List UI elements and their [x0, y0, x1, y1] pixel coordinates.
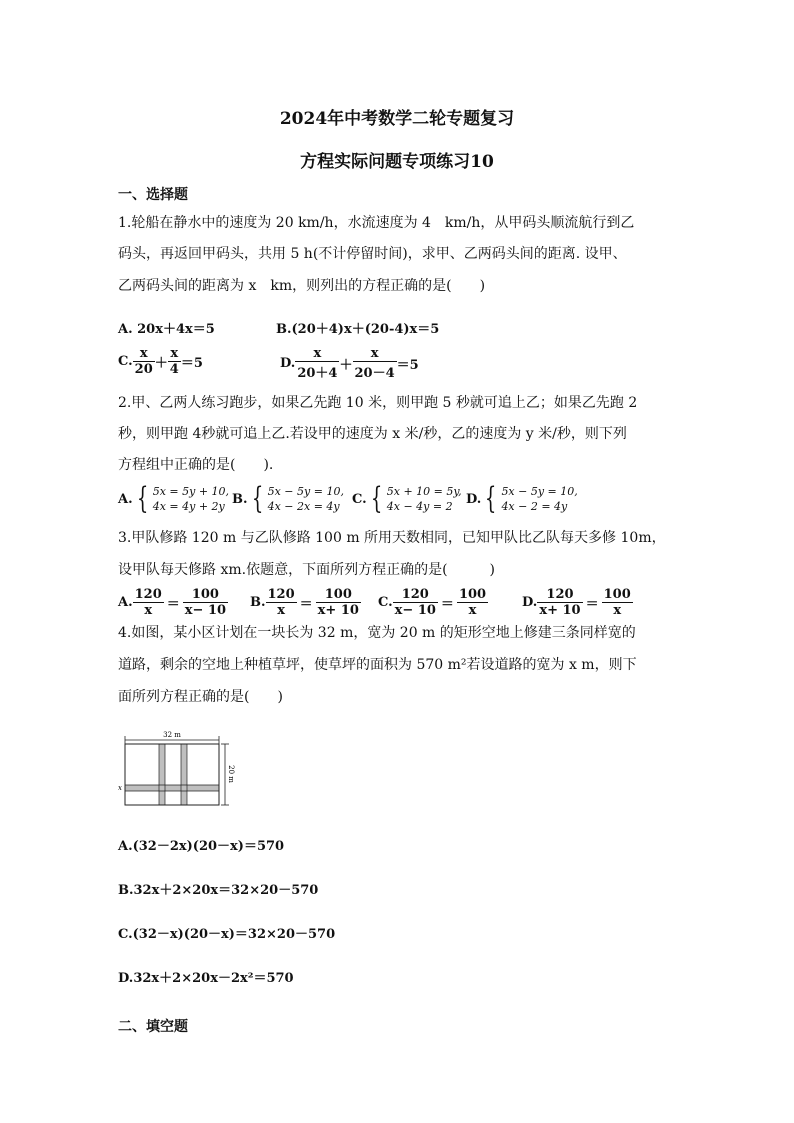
brace-icon: {	[136, 481, 148, 516]
q2-option-c-label: C.	[352, 491, 367, 507]
numerator: x	[170, 346, 179, 361]
q3-option-d[interactable]	[522, 587, 633, 618]
q4-line-2: 道路，剩余的空地上种植草坪，使草坪的面积为 570 m²若设道路的宽为 x m，则下	[118, 657, 637, 673]
denominator: x	[266, 602, 297, 618]
fraction	[295, 346, 339, 381]
denominator: x+ 10	[539, 603, 581, 618]
fraction	[168, 346, 181, 377]
q2-line-1: 2.甲、乙两人练习跑步，如果乙先跑 10 米，则甲跑 5 秒就可追上乙；如果乙先跑 2	[118, 395, 638, 411]
q3-option-c[interactable]	[378, 587, 488, 618]
numerator: 120	[401, 587, 429, 602]
q1-option-c[interactable]	[118, 346, 203, 377]
road-diagram	[116, 728, 240, 812]
equals: ＝	[299, 597, 313, 612]
q3-option-b-label: B.	[250, 595, 266, 610]
q2-option-b[interactable]	[232, 481, 344, 516]
field-rectangle	[125, 744, 219, 805]
q4-option-b[interactable]: B.32x＋2×20x＝32×20－570	[118, 883, 319, 898]
q2-line-3: 方程组中正确的是( ).	[118, 457, 274, 473]
numerator: x	[313, 346, 322, 361]
q2-option-c[interactable]	[352, 481, 462, 516]
q1-option-a[interactable]: A. 20x＋4x＝5	[118, 322, 215, 337]
denominator: 20＋4	[295, 361, 339, 381]
system-line: 4x − 2x = 4y	[267, 500, 340, 513]
operator: ＋	[339, 358, 353, 373]
vertical-road	[181, 744, 187, 805]
system-line: 4x = 4y + 2y	[152, 500, 225, 513]
numerator: 100	[458, 587, 487, 602]
vertical-road	[159, 744, 165, 805]
height-label: 20 m	[227, 765, 235, 783]
q2-option-d[interactable]	[466, 481, 578, 516]
fraction	[602, 587, 633, 618]
numerator: 100	[603, 587, 631, 602]
fraction	[537, 587, 582, 618]
q3-option-c-label: C.	[378, 595, 393, 610]
q3-option-a[interactable]	[118, 587, 228, 618]
brace-icon: {	[251, 481, 263, 516]
fraction	[457, 587, 488, 618]
road-width-label: x	[118, 784, 122, 792]
q4-option-c[interactable]: C.(32－x)(20－x)＝32×20－570	[118, 927, 336, 942]
q4-option-a[interactable]: A.(32－2x)(20－x)＝570	[118, 839, 285, 854]
denominator: 4	[169, 362, 179, 377]
equals: ＝5	[396, 358, 419, 373]
denominator: x+ 10	[317, 603, 359, 618]
page-title: 2024年中考数学二轮专题复习	[279, 109, 515, 129]
system-line: 5x − 5y = 10,	[501, 485, 578, 498]
horizontal-road	[125, 785, 219, 791]
q3-option-b[interactable]	[250, 587, 361, 618]
q1-option-d[interactable]	[280, 346, 419, 381]
q1-option-d-label: D.	[280, 356, 296, 371]
denominator: 20	[134, 362, 153, 377]
width-label: 32 m	[163, 731, 181, 739]
equation-system	[133, 481, 230, 516]
q2-option-d-label: D.	[466, 491, 482, 507]
q1-option-b[interactable]: B.(20＋4)x＋(20-4)x＝5	[276, 322, 440, 337]
equals: ＝5	[180, 356, 203, 371]
q4-line-3: 面所列方程正确的是( )	[118, 689, 283, 705]
numerator: x	[370, 346, 379, 361]
q3-option-d-label: D.	[522, 595, 538, 610]
system-line: 5x + 10 = 5y,	[386, 485, 462, 498]
denominator: 20－4	[353, 361, 397, 381]
operator: ＋	[154, 356, 168, 371]
page-subtitle: 方程实际问题专项练习10	[300, 152, 494, 172]
q2-line-2: 秒，则甲跑 4秒就可追上乙.若设甲的速度为 x 米/秒，乙的速度为 y 米/秒，则下列	[118, 426, 627, 442]
denominator: x	[457, 602, 488, 618]
fraction	[393, 587, 438, 618]
q4-line-1: 4.如图，某小区计划在一块长为 32 m，宽为 20 m 的矩形空地上修建三条同样宽的	[118, 625, 636, 641]
numerator: 120	[134, 587, 162, 602]
section-heading-fill: 二、填空题	[118, 1019, 188, 1035]
section-heading-choice: 一、选择题	[118, 187, 188, 203]
system-line: 4x − 2 = 4y	[501, 500, 568, 513]
q4-option-d[interactable]: D.32x＋2×20x－2x²＝570	[118, 971, 294, 986]
denominator: x− 10	[394, 603, 436, 618]
equation-system	[481, 481, 578, 516]
numerator: 100	[191, 587, 219, 602]
numerator: 120	[267, 587, 295, 602]
fraction	[316, 587, 361, 618]
denominator: x− 10	[184, 603, 227, 618]
fraction	[133, 346, 155, 377]
equals: ＝	[585, 597, 599, 612]
q1-line-2: 码头，再返回甲码头，共用 5 h(不计停留时间)，求甲、乙两码头间的距离. 设甲、	[118, 246, 627, 262]
brace-icon: {	[370, 481, 382, 516]
q2-option-a[interactable]	[118, 481, 230, 516]
numerator: x	[139, 346, 148, 361]
denominator: x	[133, 602, 164, 618]
numerator: 120	[546, 587, 574, 602]
system-line: 5x − 5y = 10,	[267, 485, 344, 498]
equals: ＝	[166, 597, 180, 612]
q1-line-1: 1.轮船在静水中的速度为 20 km/h，水流速度为 4 km/h，从甲码头顺流航行到乙	[118, 215, 635, 231]
q3-line-1: 3.甲队修路 120 m 与乙队修路 100 m 所用天数相同，已知甲队比乙队每天多修 10m，	[118, 530, 666, 546]
fraction	[183, 587, 228, 618]
equals: ＝	[440, 597, 454, 612]
fraction	[266, 587, 297, 618]
q2-option-b-label: B.	[232, 491, 248, 507]
q3-line-2: 设甲队每天修路 xm.依题意，下面所列方程正确的是( )	[118, 562, 495, 578]
fraction	[133, 587, 164, 618]
equation-system	[248, 481, 344, 516]
equation-system	[367, 481, 462, 516]
q3-option-a-label: A.	[118, 595, 133, 610]
fraction	[353, 346, 397, 381]
q1-option-c-label: C.	[118, 354, 133, 369]
system-line: 5x = 5y + 10,	[152, 485, 230, 498]
denominator: x	[602, 602, 633, 618]
q2-option-a-label: A.	[118, 491, 133, 507]
brace-icon: {	[485, 481, 497, 516]
system-line: 4x − 4y = 2	[386, 500, 453, 513]
numerator: 100	[324, 587, 352, 602]
q1-line-3: 乙两码头间的距离为 x km，则列出的方程正确的是( )	[118, 278, 486, 294]
